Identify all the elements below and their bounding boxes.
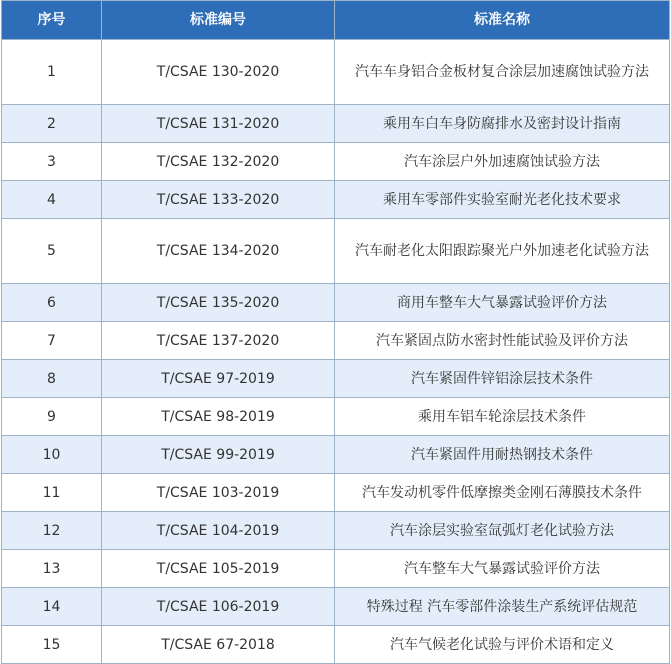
table-row bbox=[2, 143, 670, 181]
table-row bbox=[2, 219, 670, 284]
row-number: 6 bbox=[2, 284, 102, 322]
header-number: 序号 bbox=[2, 1, 102, 40]
table-row bbox=[2, 181, 670, 219]
row-standard-code: T/CSAE 130-2020 bbox=[102, 40, 335, 105]
row-standard-code: T/CSAE 105-2019 bbox=[102, 550, 335, 588]
row-number: 12 bbox=[2, 512, 102, 550]
row-number: 15 bbox=[2, 626, 102, 664]
row-number: 3 bbox=[2, 143, 102, 181]
row-standard-code: T/CSAE 131-2020 bbox=[102, 105, 335, 143]
row-standard-code: T/CSAE 134-2020 bbox=[102, 219, 335, 284]
table-row bbox=[2, 105, 670, 143]
table-row bbox=[2, 436, 670, 474]
row-standard-name: 汽车紧固件锌铝涂层技术条件 bbox=[335, 360, 670, 398]
row-standard-code: T/CSAE 132-2020 bbox=[102, 143, 335, 181]
table-row bbox=[2, 474, 670, 512]
row-standard-name: 特殊过程 汽车零部件涂装生产系统评估规范 bbox=[335, 588, 670, 626]
row-standard-code: T/CSAE 97-2019 bbox=[102, 360, 335, 398]
row-standard-name: 汽车涂层户外加速腐蚀试验方法 bbox=[335, 143, 670, 181]
row-standard-code: T/CSAE 106-2019 bbox=[102, 588, 335, 626]
row-number: 11 bbox=[2, 474, 102, 512]
row-standard-name: 汽车紧固件用耐热钢技术条件 bbox=[335, 436, 670, 474]
table-row bbox=[2, 284, 670, 322]
row-standard-name: 商用车整车大气暴露试验评价方法 bbox=[335, 284, 670, 322]
row-standard-name: 汽车车身铝合金板材复合涂层加速腐蚀试验方法 bbox=[335, 40, 670, 105]
row-number: 4 bbox=[2, 181, 102, 219]
row-standard-code: T/CSAE 104-2019 bbox=[102, 512, 335, 550]
row-number: 9 bbox=[2, 398, 102, 436]
row-number: 10 bbox=[2, 436, 102, 474]
table-row bbox=[2, 40, 670, 105]
standards-table bbox=[1, 0, 670, 664]
row-standard-code: T/CSAE 67-2018 bbox=[102, 626, 335, 664]
header-standard-code: 标准编号 bbox=[102, 1, 335, 40]
table-row bbox=[2, 322, 670, 360]
row-number: 5 bbox=[2, 219, 102, 284]
table-row bbox=[2, 512, 670, 550]
table-row bbox=[2, 626, 670, 664]
row-standard-name: 汽车紧固点防水密封性能试验及评价方法 bbox=[335, 322, 670, 360]
row-standard-name: 汽车涂层实验室氙弧灯老化试验方法 bbox=[335, 512, 670, 550]
row-number: 14 bbox=[2, 588, 102, 626]
row-standard-name: 汽车气候老化试验与评价术语和定义 bbox=[335, 626, 670, 664]
table-header-row bbox=[2, 1, 670, 40]
row-standard-code: T/CSAE 103-2019 bbox=[102, 474, 335, 512]
row-standard-name: 乘用车铝车轮涂层技术条件 bbox=[335, 398, 670, 436]
row-standard-name: 汽车整车大气暴露试验评价方法 bbox=[335, 550, 670, 588]
row-standard-code: T/CSAE 133-2020 bbox=[102, 181, 335, 219]
row-number: 13 bbox=[2, 550, 102, 588]
row-number: 1 bbox=[2, 40, 102, 105]
row-standard-code: T/CSAE 98-2019 bbox=[102, 398, 335, 436]
row-standard-name: 汽车耐老化太阳跟踪聚光户外加速老化试验方法 bbox=[335, 219, 670, 284]
row-number: 8 bbox=[2, 360, 102, 398]
row-standard-name: 汽车发动机零件低摩擦类金刚石薄膜技术条件 bbox=[335, 474, 670, 512]
row-number: 2 bbox=[2, 105, 102, 143]
row-standard-code: T/CSAE 99-2019 bbox=[102, 436, 335, 474]
row-standard-name: 乘用车白车身防腐排水及密封设计指南 bbox=[335, 105, 670, 143]
header-standard-name: 标准名称 bbox=[335, 1, 670, 40]
table-row bbox=[2, 398, 670, 436]
table-row bbox=[2, 360, 670, 398]
table-row bbox=[2, 588, 670, 626]
row-number: 7 bbox=[2, 322, 102, 360]
row-standard-code: T/CSAE 137-2020 bbox=[102, 322, 335, 360]
table-row bbox=[2, 550, 670, 588]
row-standard-name: 乘用车零部件实验室耐光老化技术要求 bbox=[335, 181, 670, 219]
row-standard-code: T/CSAE 135-2020 bbox=[102, 284, 335, 322]
